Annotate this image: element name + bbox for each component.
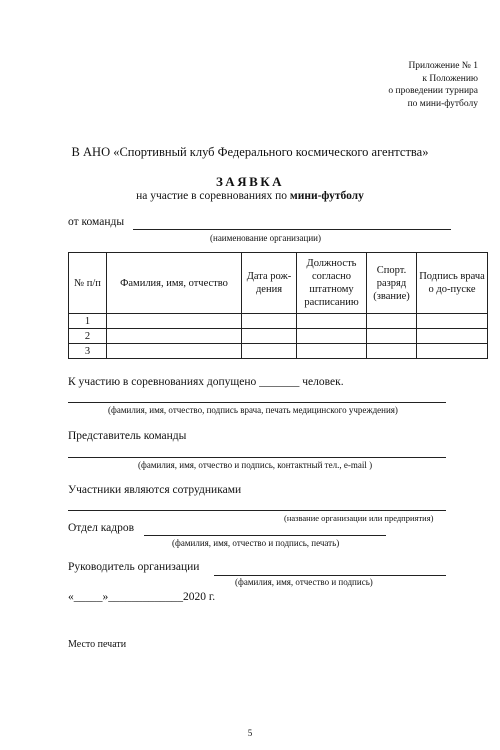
cell-birthdate[interactable] <box>242 329 297 344</box>
appendix-line-2: к Положению <box>422 73 478 84</box>
cell-position[interactable] <box>297 314 367 329</box>
team-label: от команды <box>68 216 125 228</box>
page-number: 5 <box>247 728 253 738</box>
header-birthdate: Дата рож-дения <box>242 253 297 314</box>
organization-heading: В АНО «Спортивный клуб Федерального космического агентства» <box>71 145 429 159</box>
doctor-signature-line[interactable] <box>68 402 446 403</box>
team-name-line[interactable] <box>133 229 451 230</box>
table-row <box>69 329 488 344</box>
employer-caption: (название организации или предприятия) <box>284 513 434 523</box>
row-number: 3 <box>69 344 107 359</box>
admitted-line <box>68 376 344 388</box>
hr-label: Отдел кадров <box>68 522 135 534</box>
document-title: ЗАЯВКА <box>215 174 285 189</box>
appendix-note <box>388 60 478 110</box>
cell-sport-rank[interactable] <box>367 314 417 329</box>
cell-doctor-signature[interactable] <box>417 314 488 329</box>
cell-name[interactable] <box>107 314 242 329</box>
cell-sport-rank[interactable] <box>367 344 417 359</box>
header-number: № п/п <box>69 253 107 314</box>
participants-table <box>68 252 488 359</box>
representative-line[interactable] <box>68 457 446 458</box>
cell-name[interactable] <box>107 344 242 359</box>
cell-name[interactable] <box>107 329 242 344</box>
employees-label: Участники являются сотрудниками <box>68 484 242 496</box>
director-line[interactable] <box>214 575 446 576</box>
cell-position[interactable] <box>297 329 367 344</box>
table-row <box>69 314 488 329</box>
hr-caption: (фамилия, имя, отчество и подпись, печать) <box>172 538 340 548</box>
admitted-prefix: К участию в соревнованиях допущено <box>68 376 257 388</box>
representative-caption: (фамилия, имя, отчество и подпись, контактный тел., e-mail ) <box>138 460 373 470</box>
row-number: 1 <box>69 314 107 329</box>
header-name: Фамилия, имя, отчество <box>107 253 242 314</box>
header-position: Должность согласно штатному расписанию <box>297 253 367 314</box>
row-number: 2 <box>69 329 107 344</box>
appendix-line-4: по мини-футболу <box>407 98 478 109</box>
date-line[interactable]: «_____»_____________2020 г. <box>68 591 216 603</box>
director-caption: (фамилия, имя, отчество и подпись) <box>235 577 373 587</box>
representative-label: Представитель команды <box>68 430 187 442</box>
cell-sport-rank[interactable] <box>367 329 417 344</box>
cell-birthdate[interactable] <box>242 344 297 359</box>
stamp-place: Место печати <box>68 639 127 650</box>
admitted-suffix: человек. <box>302 376 344 388</box>
cell-doctor-signature[interactable] <box>417 329 488 344</box>
cell-doctor-signature[interactable] <box>417 344 488 359</box>
header-sport-rank: Спорт. разряд (звание) <box>367 253 417 314</box>
subtitle-text: на участие в соревнованиях по <box>136 190 290 202</box>
header-doctor-signature: Подпись врача о до-пуске <box>417 253 488 314</box>
table-row <box>69 344 488 359</box>
subtitle-sport: мини-футболу <box>289 190 364 202</box>
employer-line[interactable] <box>68 510 446 511</box>
cell-birthdate[interactable] <box>242 314 297 329</box>
cell-position[interactable] <box>297 344 367 359</box>
admitted-count-blank[interactable]: _______ <box>259 376 300 388</box>
appendix-line-1: Приложение № 1 <box>408 61 478 71</box>
table-header-row <box>69 253 488 314</box>
team-caption: (наименование организации) <box>210 233 321 243</box>
director-label: Руководитель организации <box>68 561 200 573</box>
document-subtitle <box>0 190 500 202</box>
appendix-line-3: о проведении турнира <box>388 86 478 96</box>
hr-line[interactable] <box>144 535 386 536</box>
doctor-caption: (фамилия, имя, отчество, подпись врача, печать медицинского учреждения) <box>108 405 398 415</box>
